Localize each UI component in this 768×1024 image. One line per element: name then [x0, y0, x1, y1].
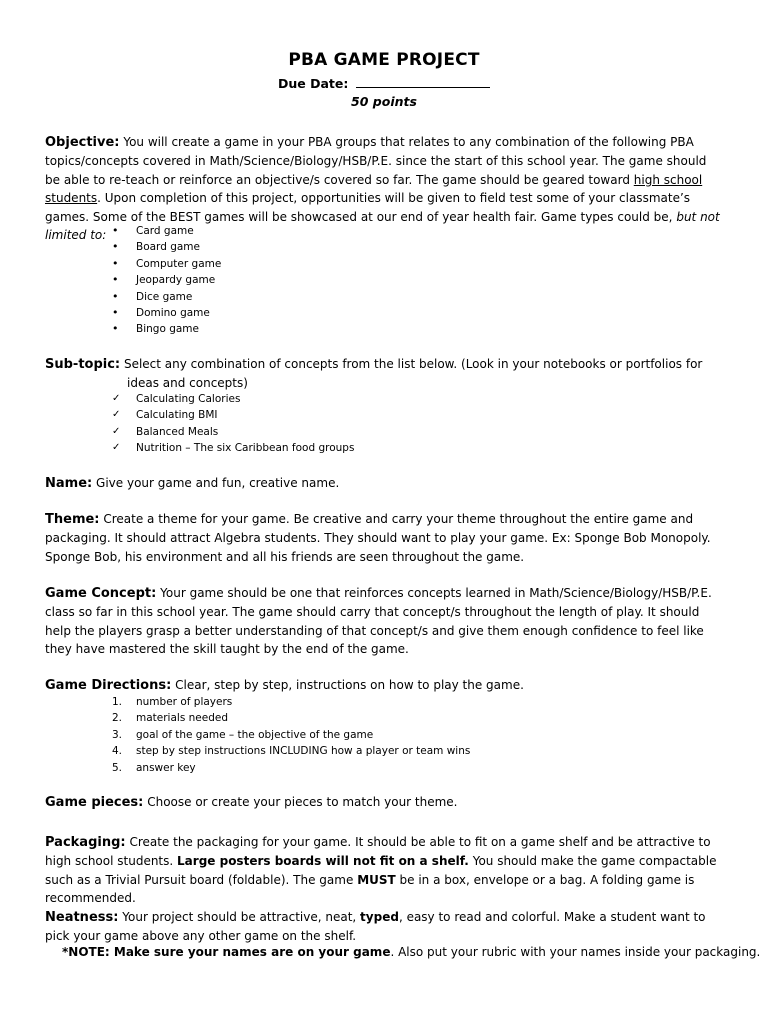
theme-text: Create a theme for your game. Be creative and carry your theme throughout the entire game and packaging. It should attract Algebra students. They should want to play your game. Ex: Sponge Bob Monopoly. Sponge Bob, his environment and all his friends are seen throughout the game. [45, 512, 711, 564]
points-value: 50 points [351, 94, 417, 109]
name-heading: Name: [45, 476, 93, 491]
item-text: materials needed [136, 712, 228, 725]
note-bold: *NOTE: Make sure your names are on your game [62, 945, 391, 959]
neatness-text-1: Your project should be attractive, neat, [122, 910, 357, 924]
subtopic-text: Select any combination of concepts from the list below. (Look in your notebooks or portfolios for [123, 357, 703, 371]
objective-underlined: high school students [45, 172, 703, 206]
note-text: . Also put your rubric with your names inside your packaging. [390, 945, 761, 959]
list-item: • Board game [136, 239, 221, 255]
packaging-bold-1: Large posters boards will not fit on a shelf. [177, 854, 469, 869]
objective-heading: Objective: [45, 135, 120, 150]
pieces-heading: Game pieces: [45, 795, 144, 810]
name-section [45, 474, 725, 493]
directions-text: Clear, step by step, instructions on how to play the game. [175, 678, 524, 692]
subtopic-heading: Sub-topic: [45, 357, 121, 372]
list-item [112, 727, 470, 743]
item-number: 2. [112, 712, 123, 725]
concept-section [45, 584, 725, 659]
neatness-bold: typed [360, 910, 399, 924]
list-item: • Dice game [136, 289, 221, 305]
neatness-text-2: , easy to read and colorful. Make a student want to pick your game above any other game on the shelf. [45, 910, 706, 944]
due-date-blank [356, 75, 490, 88]
item-number: 1. [112, 696, 123, 708]
note-line [62, 945, 760, 959]
objective-italic: but not limited to: [45, 209, 720, 243]
pieces-text: Choose or create your pieces to match your theme. [147, 795, 458, 809]
item-number: 5. [112, 761, 123, 774]
list-item: ✓ Calculating BMI [136, 407, 354, 423]
concept-heading: Game Concept: [45, 586, 157, 601]
item-text: step by step instructions INCLUDING how a player or team wins [136, 745, 471, 758]
list-item: ✓ Nutrition – The six Caribbean food groups [136, 440, 354, 456]
due-date-label: Due Date: [278, 76, 349, 91]
item-number: 3. [112, 728, 123, 741]
game-types-list [136, 223, 221, 338]
list-item: • Jeopardy game [136, 272, 221, 288]
list-item: ✓ Calculating Calories [136, 391, 354, 407]
list-item: • Bingo game [136, 321, 221, 337]
subtopic-list [136, 391, 354, 457]
packaging-text-2: You should make the game compactable such as a Trivial Pursuit board (foldable). The game [45, 854, 717, 887]
list-item [112, 743, 471, 759]
list-item: • Card game [136, 223, 221, 239]
list-item [112, 694, 470, 710]
subtopic-section [45, 355, 725, 393]
subtopic-text-2: ideas and concepts) [127, 376, 248, 391]
packaging-section [45, 833, 725, 908]
list-item [112, 760, 470, 776]
list-item: • Domino game [136, 305, 221, 321]
packaging-text-1: Create the packaging for your game. It should be able to fit on a game shelf and be attractive to high school students. [45, 835, 711, 869]
packaging-text-3: be in a box, envelope or a bag. A folding game is recommended. [45, 872, 695, 906]
directions-list [112, 694, 471, 776]
pieces-section [45, 793, 725, 812]
directions-heading: Game Directions: [45, 678, 172, 693]
concept-text: Your game should be one that reinforces concepts learned in Math/Science/Biology/HSB/P.E. class so far in this school year. The game should carry that concept/s throughout the length of play. It should help the players grasp a better understanding of that concept/s and give them enough confidence to feel like they have mastered the skill taught by the end of the game. [45, 586, 712, 657]
due-date-row [278, 75, 490, 91]
page-title: PBA GAME PROJECT [288, 50, 480, 70]
packaging-heading: Packaging: [45, 835, 126, 850]
item-text: number of players [136, 696, 233, 708]
directions-section [45, 676, 725, 695]
item-number: 4. [112, 745, 123, 758]
neatness-section [45, 908, 725, 946]
objective-text-2: . Upon completion of this project, opportunities will be given to field test some of your classmate’s games. Some of the BEST games will be showcased at our end of year health fair. Game types could be, [45, 191, 691, 224]
item-text: answer key [136, 761, 196, 774]
neatness-heading: Neatness: [45, 910, 119, 925]
item-text: goal of the game – the objective of the game [136, 728, 374, 741]
objective-text-1: You will create a game in your PBA groups that relates to any combination of the following PBA topics/concepts covered in Math/Science/Biology/HSB/P.E. since the start of this school year. The game should be able to re-teach or reinforce an objective/s covered so far. The game should be geared toward [45, 135, 707, 187]
list-item [112, 710, 470, 726]
theme-heading: Theme: [45, 512, 100, 527]
name-text: Give your game and fun, creative name. [96, 476, 340, 490]
list-item: ✓ Balanced Meals [136, 424, 354, 440]
packaging-bold-2: MUST [357, 872, 396, 887]
list-item: • Computer game [136, 256, 221, 272]
theme-section [45, 510, 725, 566]
